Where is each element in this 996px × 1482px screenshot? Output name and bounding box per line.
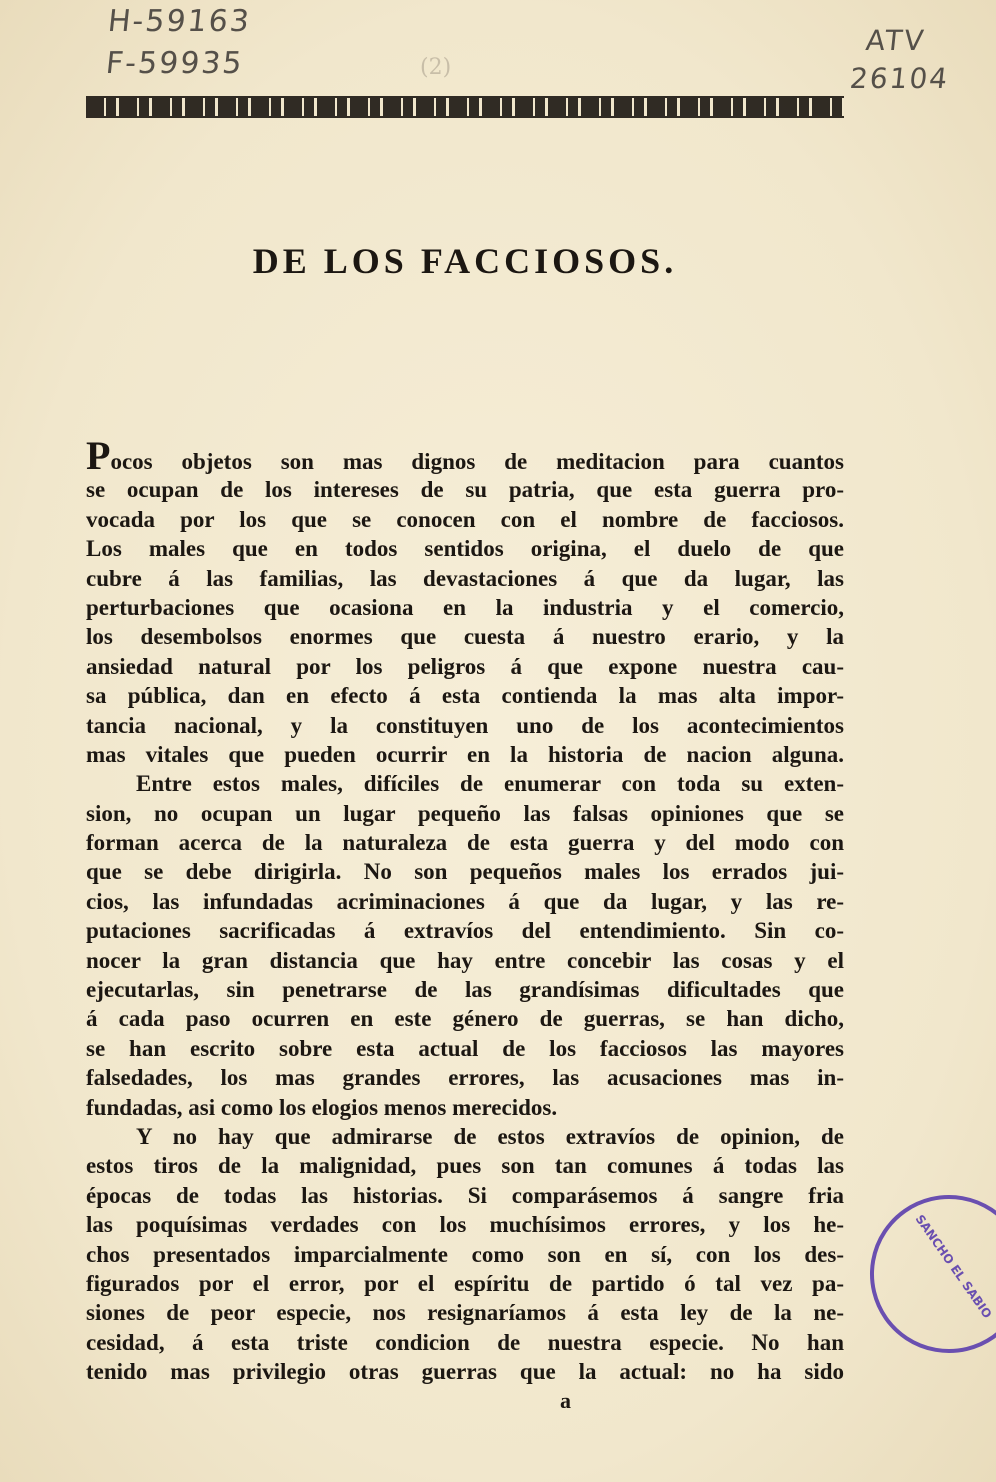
text-line	[86, 1151, 844, 1180]
text-line-content: tenido mas privilegio otras guerras que la actual: no ha sido	[86, 1359, 844, 1385]
text-line-content: forman acerca de la naturaleza de esta guerra y del modo con	[86, 830, 844, 856]
text-line-content: Y no hay que admirarse de estos extravíos de opinion, de	[136, 1123, 844, 1149]
ornamental-border	[86, 96, 844, 118]
text-line	[86, 1298, 844, 1327]
text-line-content: ocos objetos son mas dignos de meditacion para cuantos	[110, 449, 844, 474]
text-line-content: figurados por el error, por el espíritu de partido ó tal vez pa-	[86, 1270, 844, 1296]
text-line	[86, 681, 844, 710]
text-line-content: cios, las infundadas acriminaciones á que da lugar, y las re-	[86, 888, 844, 914]
text-line	[86, 711, 844, 740]
text-line	[86, 769, 844, 798]
text-line	[86, 828, 844, 857]
faint-page-number: (2)	[420, 55, 452, 80]
handwritten-shelfmark-2: F-59935	[104, 46, 246, 81]
text-line	[86, 1122, 844, 1151]
text-line-content: vocada por los que se conocen con el nombre de facciosos.	[86, 506, 844, 532]
text-line-content: se han escrito sobre esta actual de los facciosos las mayores	[86, 1035, 844, 1061]
text-line	[86, 505, 844, 534]
text-line-content: sa pública, dan en efecto á esta contienda la mas alta impor-	[86, 683, 844, 709]
text-line-content: nocer la gran distancia que hay entre concebir las cosas y el	[86, 947, 844, 973]
text-line	[86, 534, 844, 563]
text-line-content: estos tiros de la malignidad, pues son tan comunes á todas las	[86, 1153, 844, 1179]
text-line-content: ansiedad natural por los peligros á que expone nuestra cau-	[86, 653, 844, 679]
text-line	[86, 975, 844, 1004]
text-line	[86, 946, 844, 975]
drop-cap: P	[86, 433, 111, 478]
text-line-content: se ocupan de los intereses de su patria, que esta guerra pro-	[86, 477, 844, 503]
text-line-content: los desembolsos enormes que cuesta á nuestro erario, y la	[86, 624, 844, 650]
page-title: DE LOS FACCIOSOS.	[252, 241, 678, 281]
text-line	[86, 1034, 844, 1063]
signature-mark: a	[560, 1388, 571, 1413]
text-line	[86, 1004, 844, 1033]
handwritten-code: ATV	[864, 24, 927, 57]
text-line	[86, 1210, 844, 1239]
text-line-content: las poquísimas verdades con los muchísimos errores, y los he-	[86, 1212, 844, 1238]
text-line-content: á cada paso ocurren en este género de guerras, se han dicho,	[86, 1006, 844, 1032]
text-line-content: épocas de todas las historias. Si comparásemos á sangre fria	[86, 1182, 844, 1208]
text-line	[86, 652, 844, 681]
text-line-content: ejecutarlas, sin penetrarse de las grandísimas dificultades que	[86, 977, 844, 1003]
text-line	[86, 740, 844, 769]
stamp-text: SANCHO EL SABIO	[912, 1212, 995, 1321]
text-line	[86, 1063, 844, 1092]
text-line	[86, 475, 844, 504]
text-line	[86, 1181, 844, 1210]
text-line-content: tancia nacional, y la constituyen uno de los acontecimientos	[86, 712, 844, 738]
handwritten-shelfmark-1: H-59163	[106, 4, 253, 39]
library-stamp	[839, 1164, 996, 1384]
text-line	[86, 799, 844, 828]
text-line-content: perturbaciones que ocasiona en la industria y el comercio,	[86, 594, 844, 620]
text-line	[86, 593, 844, 622]
text-line-content: chos presentados imparcialmente como son en sí, con los des-	[86, 1241, 844, 1267]
text-line-content: Los males que en todos sentidos origina, el duelo de que	[86, 536, 844, 562]
text-line	[86, 916, 844, 945]
text-line	[86, 1357, 844, 1386]
text-line-content: putaciones sacrificadas á extravíos del entendimiento. Sin co-	[86, 918, 844, 944]
text-line	[86, 564, 844, 593]
text-line-content: mas vitales que pueden ocurrir en la historia de nacion alguna.	[86, 741, 844, 767]
text-line-content: falsedades, los mas grandes errores, las acusaciones mas in-	[86, 1065, 844, 1091]
text-line	[86, 857, 844, 886]
text-line-content: siones de peor especie, nos resignaríamos á esta ley de la ne-	[86, 1300, 844, 1326]
text-line	[86, 1269, 844, 1298]
handwritten-number: 26104	[848, 62, 951, 95]
text-line	[86, 1093, 844, 1122]
text-line	[86, 1328, 844, 1357]
text-line-content: Entre estos males, difíciles de enumerar con toda su exten-	[136, 771, 844, 797]
text-line-content: cubre á las familias, las devastaciones á que da lugar, las	[86, 565, 844, 591]
text-line	[86, 887, 844, 916]
text-line-content: cesidad, á esta triste condicion de nuestra especie. No han	[86, 1329, 844, 1355]
body-text	[86, 433, 844, 1387]
text-line	[86, 1240, 844, 1269]
text-line-content: sion, no ocupan un lugar pequeño las falsas opiniones que se	[86, 800, 844, 826]
text-line	[86, 622, 844, 651]
text-line	[86, 433, 844, 478]
text-line-content: fundadas, asi como los elogios menos merecidos.	[86, 1094, 558, 1120]
text-line-content: que se debe dirigirla. No son pequeños males los errados jui-	[86, 859, 844, 885]
